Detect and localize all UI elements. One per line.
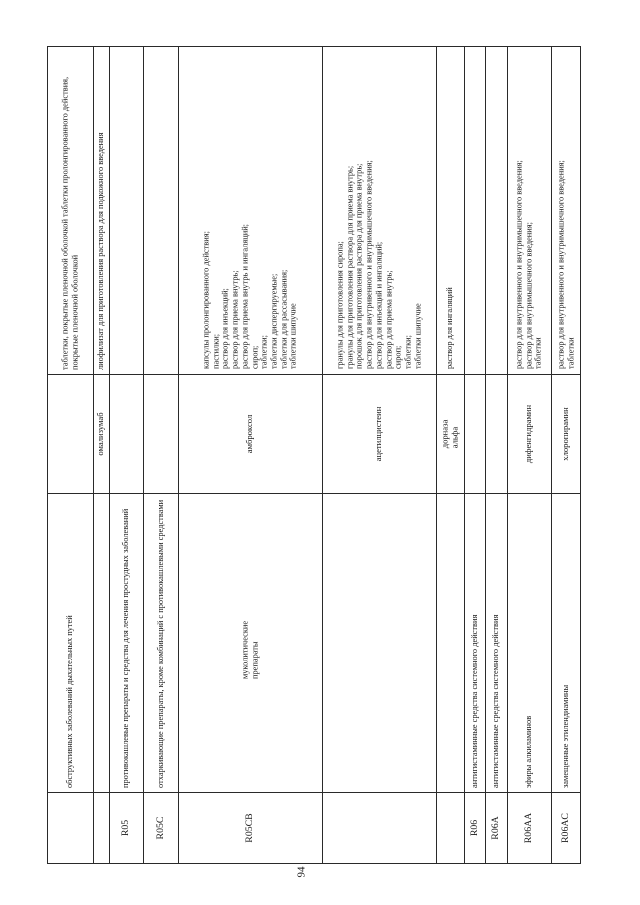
- drug-name-cell: ацетилцистеин: [373, 406, 384, 461]
- atc-code-cell: [47, 792, 93, 864]
- atc-code-cell: [436, 792, 464, 864]
- drug-name-cell: [143, 374, 178, 493]
- group-name-cell: отхаркивающие препараты, кроме комбинаций с противокашлевыми средствами: [155, 499, 165, 788]
- dosage-form-cell: [485, 46, 507, 374]
- atc-code-cell: R06A: [490, 816, 502, 840]
- column-divider: [47, 374, 581, 375]
- drug-name-cell: [47, 374, 93, 493]
- atc-code-cell: R06AC: [560, 813, 572, 843]
- dosage-form-cell: раствор для внутривенного и внутримышечного введения; таблетки: [556, 160, 575, 369]
- group-name-cell: замещенные этилендиамины: [561, 684, 571, 788]
- dosage-form-cell: капсулы пролонгированного действия; пастилки; раствор для инъекций; раствор для приема внутрь; раствор для приема внутрь и ингаляций; сироп; таблетки; таблетки диспергируемые; таблетки для рассасывания; таблетки шипучие: [201, 223, 298, 369]
- table-border: [47, 46, 581, 47]
- drug-name-cell: дорназа альфа: [439, 419, 459, 448]
- group-name-cell: [436, 493, 464, 792]
- drug-name-cell: [485, 374, 507, 493]
- table-row: [485, 46, 507, 864]
- table-row: [322, 46, 436, 864]
- group-name-cell: [93, 493, 109, 792]
- atc-code-cell: R05CB: [244, 813, 256, 843]
- drug-name-cell: амброксол: [244, 414, 255, 453]
- drug-name-cell: омализумаб: [95, 411, 106, 456]
- atc-code-cell: R06: [468, 819, 480, 837]
- atc-code-cell: [322, 792, 436, 864]
- group-name-cell: [322, 493, 436, 792]
- dosage-form-cell: [464, 46, 485, 374]
- page-number: 94: [295, 866, 308, 878]
- column-divider: [47, 493, 581, 494]
- group-name-cell: муколитические препараты: [240, 620, 259, 679]
- table-border: [47, 863, 581, 864]
- drug-table: [47, 46, 581, 864]
- drug-name-cell: дифенгидрамин: [523, 404, 534, 463]
- group-name-cell: антигистаминные средства системного действия: [491, 614, 501, 788]
- dosage-form-cell: гранулы для приготовления сиропа; гранулы для приготовления раствора для приема внутрь; порошок для приготовления раствора для приема внутрь; раствор для внутривенного и внутримышечного введения; раствор для инъекций и ингаляций; раствор для приема внутрь; сироп; таблетки; таблетки шипучие: [335, 160, 422, 369]
- table-row: [109, 46, 143, 864]
- atc-code-cell: R05C: [154, 816, 166, 840]
- table-row: [464, 46, 485, 864]
- group-name-cell: обструктивных заболеваний дыхательных путей: [65, 614, 75, 788]
- drug-name-cell: хлоропирамин: [560, 406, 571, 461]
- table-row: [507, 46, 551, 864]
- dosage-form-cell: раствор для ингаляций: [445, 287, 455, 369]
- atc-code-cell: R06AA: [523, 812, 535, 844]
- atc-code-cell: [93, 792, 109, 864]
- group-name-cell: эфиры алкиламинов: [524, 715, 534, 788]
- dosage-form-cell: таблетки, покрытые пленочной оболочкой таблетки пролонгированного действия, покрытые пленочной оболочкой: [60, 76, 79, 370]
- dosage-form-cell: [109, 46, 143, 374]
- table-row: [178, 46, 322, 864]
- atc-code-cell: R05: [120, 819, 132, 837]
- group-name-cell: антигистаминные средства системного действия: [469, 614, 479, 788]
- dosage-form-cell: [143, 46, 178, 374]
- drug-name-cell: [464, 374, 485, 493]
- group-name-cell: противокашлевые препараты и средства для лечения простудных заболеваний: [121, 508, 131, 788]
- table-row: [93, 46, 109, 864]
- table-row: [47, 46, 93, 864]
- table-row: [551, 46, 581, 864]
- drug-name-cell: [109, 374, 143, 493]
- dosage-form-cell: раствор для внутривенного и внутримышечного введения; раствор для внутримышечного введения; таблетки: [514, 160, 543, 369]
- table-row: [143, 46, 178, 864]
- table-border: [580, 46, 581, 864]
- table-row: [436, 46, 464, 864]
- column-divider: [47, 792, 581, 793]
- dosage-form-cell: лиофилизат для приготовления раствора для подкожного введения: [96, 132, 106, 370]
